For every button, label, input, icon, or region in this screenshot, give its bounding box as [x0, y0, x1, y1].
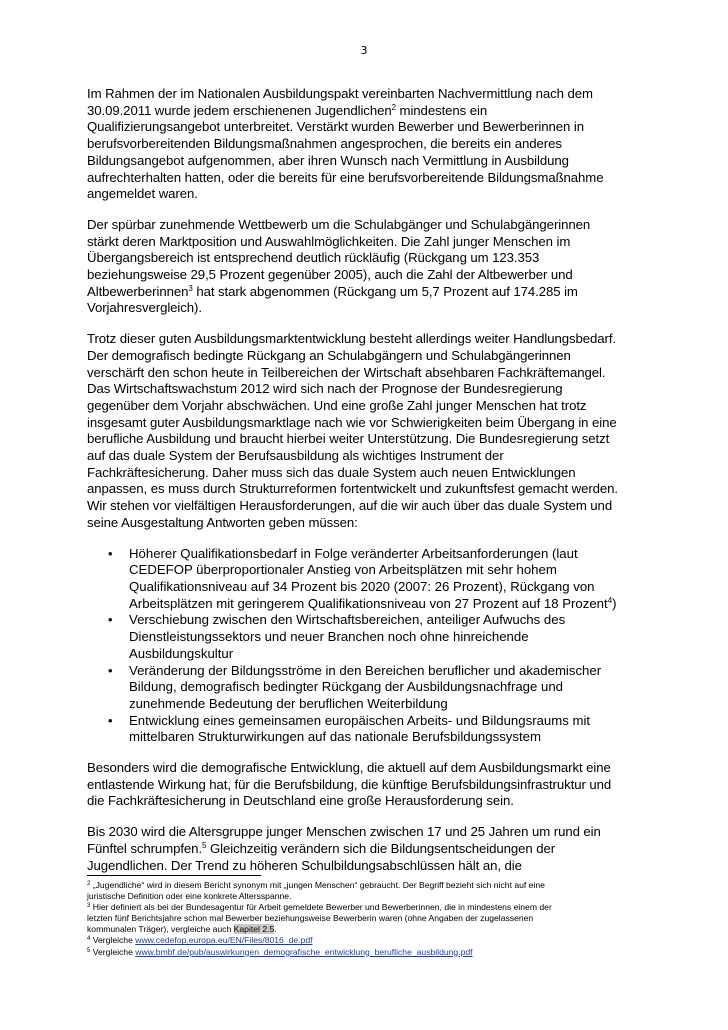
paragraph-2: [87, 217, 647, 317]
footnote-ref-2[interactable]: 2: [391, 102, 396, 112]
text-line: Qualifikationsniveau auf 34 Prozent bis 2020 (2007: 26 Prozent), Rückgang von: [129, 578, 595, 594]
paragraph-3: [87, 331, 647, 531]
text-line: berufsvorbereitenden Bildungsmaßnahmen angesprochen, die bereits ein anderes: [87, 136, 562, 152]
text-span: Hier definiert als bei der Bundesagentur für Arbeit gemeldete Bewerber und Bewerberinnen, die in mindestens einem der: [90, 902, 552, 913]
text-line: Bis 2030 wird die Altersgruppe junger Menschen zwischen 17 und 25 Jahren um rund ein: [87, 824, 601, 840]
text-line: Bildungsangebot aufgenommen, aber ihren Wunsch nach Vermittlung in Ausbildung: [87, 152, 569, 168]
cedefop-link[interactable]: www.cedefop.europa.eu/EN/Files/8016_de.pdf: [135, 935, 313, 946]
text-line: Übergangsbereich ist entsprechend deutlich rückläufig (Rückgang um 123.353: [87, 250, 540, 266]
text-span: Fünftel schrumpfen.: [87, 840, 203, 856]
text-span: .: [274, 924, 277, 935]
text-span: Vergleiche: [90, 935, 136, 946]
bullet-item: [87, 612, 647, 662]
bullet-list: [87, 546, 647, 746]
footnote-number: 3: [87, 903, 91, 910]
paragraph-4: [87, 760, 647, 810]
text-line: Im Rahmen der im Nationalen Ausbildungspakt vereinbarten Nachvermittlung nach dem: [87, 86, 593, 101]
text-span: „Jugendliche“ wird in diesem Bericht synonym mit „jungen Menschen“ gebraucht. Der Begriff bezieht sich nicht auf eine: [90, 880, 545, 890]
text-span: Altbewerberinnen: [87, 283, 189, 299]
text-line: Dienstleistungssektors und neuer Branchen noch ohne hinreichende: [129, 629, 529, 645]
bullet-item: [87, 663, 647, 713]
text-line: [87, 902, 647, 913]
text-line: entlastende Wirkung hat, für die Berufsbildung, die künftige Berufsbildungsinfrastruktur und: [87, 776, 612, 792]
text-line: Wir stehen vor vielfältigen Herausforderungen, auf die wir auch über das duale System und: [87, 498, 613, 514]
text-line: • Höherer Qualifikationsbedarf in Folge veränderter Arbeitsanforderungen (laut: [129, 545, 578, 561]
text-line: Besonders wird die demografische Entwicklung, die aktuell auf dem Ausbildungsmarkt eine: [87, 760, 611, 776]
paragraph-5: [87, 824, 647, 874]
text-line: [87, 935, 647, 946]
text-span: Arbeitsplätzen mit geringerem Qualifikationsniveau von 27 Prozent auf 18 Prozent: [129, 595, 608, 611]
text-line: verschärft den schon heute in Teilbereichen der Wirtschaft absehbaren Fachkräftemangel.: [87, 364, 606, 380]
text-line: beziehungsweise 29,5 Prozent gegenüber 2005), auch die Zahl der Altbewerber und: [87, 267, 573, 283]
text-line: gegenüber dem Vorjahr abschwächen. Und eine große Zahl junger Menschen hat trotz: [87, 397, 587, 413]
paragraph-1: [87, 86, 647, 203]
text-span: hat stark abgenommen (Rückgang um 5,7 Prozent auf 174.285 im: [192, 283, 578, 299]
text-line: letzten fünf Berichtsjahre schon mal Bewerber beziehungsweise Bewerberin waren (ohne Angaben der zugelassenen: [87, 913, 534, 924]
text-span: Vergleiche: [90, 946, 136, 957]
text-line: [87, 880, 647, 891]
footnote-number: 5: [87, 947, 91, 954]
text-line: Ausbildungskultur: [129, 645, 234, 661]
text-line: stärkt deren Marktposition und Auswahlmöglichkeiten. Die Zahl junger Menschen im: [87, 233, 571, 249]
text-line: [87, 841, 647, 858]
bullet-item: [87, 546, 647, 613]
text-line: [87, 103, 647, 120]
text-span: Gleichzeitig verändern sich die Bildungsentscheidungen der: [206, 840, 556, 856]
footnote-3: [87, 902, 647, 935]
text-line: • Veränderung der Bildungsströme in den Bereichen beruflicher und akademischer: [129, 662, 602, 678]
text-line: • Entwicklung eines gemeinsamen europäischen Arbeits- und Bildungsraums mit: [129, 712, 591, 728]
text-line: Fachkräftesicherung. Daher muss sich das duale System auch neuen Entwicklungen: [87, 464, 576, 480]
text-line: die Fachkräftesicherung in Deutschland eine große Herausforderung sein.: [87, 793, 514, 809]
text-line: • Verschiebung zwischen den Wirtschaftsbereichen, anteiliger Aufwuchs des: [129, 612, 566, 628]
chapter-reference-link[interactable]: Kapitel 2.5: [233, 924, 275, 935]
text-line: auf das duale System der Berufsausbildung als wichtiges Instrument der: [87, 448, 504, 464]
text-line: Der demografisch bedingte Rückgang an Schulabgängern und Schulabgängerinnen: [87, 347, 571, 363]
text-line: [87, 947, 647, 958]
footnote-5: [87, 947, 647, 958]
text-line: Jugendlichen. Der Trend zu höheren Schulbildungsabschlüssen hält an, die: [87, 857, 522, 873]
footnote-ref-5[interactable]: 5: [202, 840, 207, 850]
bullet-item: [87, 713, 647, 746]
text-line: angemeldet waren.: [87, 186, 198, 202]
text-line: Qualifizierungsangebot unterbreitet. Verstärkt wurden Bewerber und Bewerberinnen in: [87, 119, 584, 135]
text-line: berufliche Ausbildung und braucht hierbei weiter Unterstützung. Die Bundesregierung setzt: [87, 431, 610, 447]
text-line: Bildung, demografisch bedingter Rückgang der Ausbildungsnachfrage und: [129, 679, 564, 695]
text-line: anpassen, es muss durch Strukturreformen fortentwickelt und zukunftsfest gemacht werden.: [87, 481, 618, 497]
footnote-number: 2: [87, 881, 91, 887]
text-line: mittelbaren Strukturwirkungen auf das nationale Berufsbildungssystem: [129, 729, 541, 745]
footnote-4: [87, 935, 647, 946]
text-line: [87, 924, 647, 935]
footnote-number: 4: [87, 936, 91, 943]
text-span: ): [612, 595, 617, 611]
text-span: kommunalen Träger), vergleiche auch: [87, 924, 234, 935]
text-line: zunehmende Bedeutung der beruflichen Weiterbildung: [129, 695, 448, 711]
text-line: Vorjahresvergleich).: [87, 300, 202, 316]
text-line: CEDEFOP überproportionaler Anstieg von Arbeitsplätzen mit sehr hohem: [129, 562, 557, 578]
footnotes: [87, 880, 647, 958]
text-line: aufrechterhalten hatten, oder die bereits für eine berufsvorbereitende Bildungsmaßnahme: [87, 169, 604, 185]
text-line: insgesamt guter Ausbildungsmarktlage nach wie vor Schwierigkeiten beim Übergang in eine: [87, 414, 617, 430]
text-line: Trotz dieser guten Ausbildungsmarktentwicklung besteht allerdings weiter Handlungsbedarf.: [87, 331, 616, 347]
main-text: [87, 86, 647, 888]
text-line: juristische Definition oder eine konkrete Altersspanne.: [87, 891, 292, 902]
page-number: 3: [360, 44, 368, 57]
footnote-ref-4[interactable]: 4: [607, 595, 613, 605]
bmbf-link[interactable]: www.bmbf.de/pub/auswirkungen_demografische_entwicklung_berufliche_ausbildung.pdf: [135, 946, 473, 957]
footnote-separator: [87, 875, 261, 876]
text-line: [87, 284, 647, 301]
footnote-ref-3[interactable]: 3: [188, 283, 193, 293]
text-span: 30.09.2011 wurde jedem erschienenen Jugendlichen: [87, 102, 392, 118]
text-line: Der spürbar zunehmende Wettbewerb um die Schulabgänger und Schulabgängerinnen: [87, 216, 591, 232]
footnote-2: [87, 880, 647, 902]
text-line: seine Ausgestaltung Antworten geben müssen:: [87, 514, 358, 530]
text-line: [129, 596, 647, 613]
text-span: mindestens ein: [395, 102, 488, 118]
text-line: Das Wirtschaftswachstum 2012 wird sich nach der Prognose der Bundesregierung: [87, 381, 563, 397]
